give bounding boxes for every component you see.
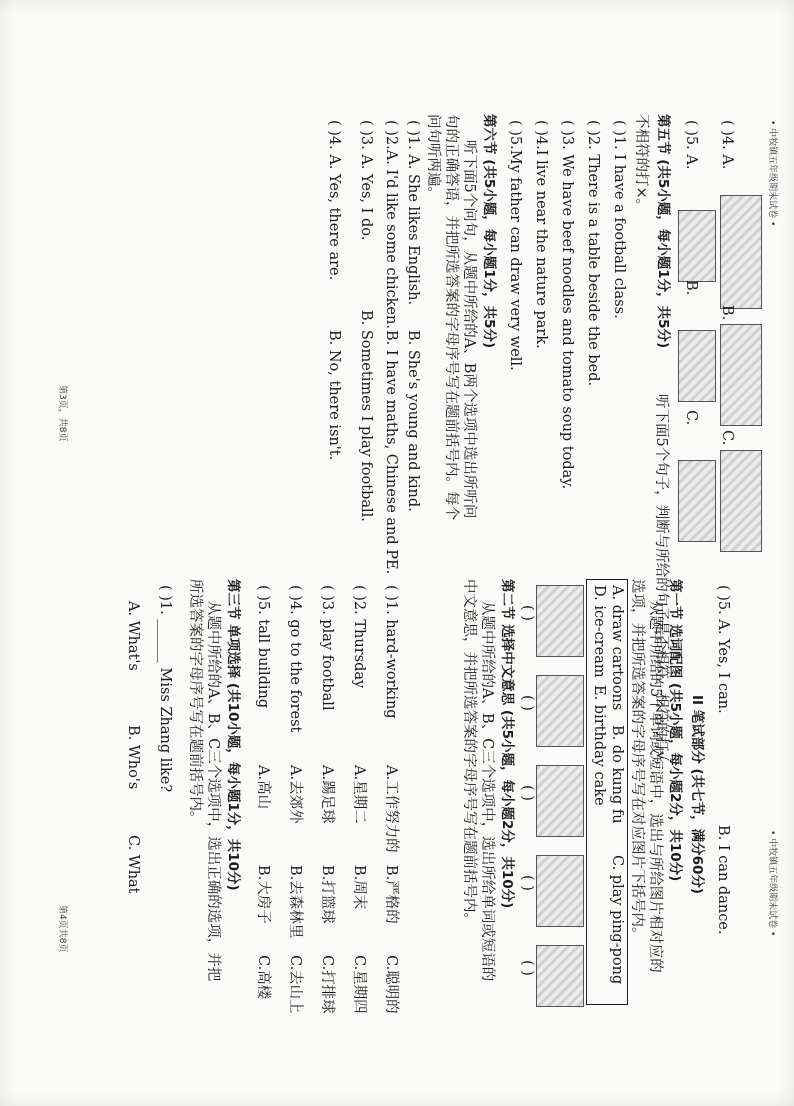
picture-3 [536,765,584,837]
section5-item-5: ( )5.My father can draw very well. [507,120,523,371]
picture-q5-b [678,330,716,402]
r-s2-item-3-c: C.打排球 [319,955,335,1014]
r-section2-instr1: 从题中所给的A、B、C三个选项中，选出所给单词或短语的 [479,601,495,982]
section6-instr3: 问句听两遍。 [425,114,441,201]
picture-4 [536,855,584,927]
r-s3-q1-c: C. What [125,835,141,894]
footer-right: 第4页共8页 [57,905,67,953]
r-s2-item-1-q: ( )1. hard-working [383,585,399,719]
r-s3-q1-b: B. Who's [125,725,141,790]
r-section3-instr2: 所选答案的字母序号写在题前括号内。 [187,579,203,826]
r-section1-instr1: 从题中所给的5个单词或短语中，选出与所给图片相对应的 [647,601,663,973]
r-s3-q1-a: A. What's [125,601,141,671]
section5-instr2: 不相符的打×。 [633,114,649,214]
blank-4[interactable]: ( ) [519,875,535,891]
option-a: A. draw cartoons [609,585,625,711]
part2-title: II 笔试部分 (共七节，满分60分) [689,695,705,895]
r-s2-item-2-a: A.星期二 [351,765,367,824]
r-s2-item-1-b: B.严格的 [383,865,399,924]
header-left: • 中牧镇五年级期末试卷 • [767,120,777,227]
option-b: B. do kung fu [609,725,625,824]
section6-item-1-b: B. She's young and kind. [405,330,421,512]
r-s2-item-5-a: A.高山 [255,765,271,810]
option-e: E. birthday cake [591,685,607,806]
r-q5-b: B. I can dance. [715,825,731,935]
q5-b-label: B. [683,280,699,296]
r-s2-item-5-c: C.高楼 [255,955,271,1000]
blank-3[interactable]: ( ) [519,785,535,801]
blank-5[interactable]: ( ) [519,960,535,976]
section6-item-2-a: ( )2.A. I'd like some chicken. [383,120,399,329]
r-s3-q1: ( )1. ______ Miss Zhang like? [157,585,173,793]
q5-c-label: C. [683,410,699,426]
r-s2-item-2-b: B.周末 [351,865,367,910]
r-s2-item-3-a: A.踢足球 [319,765,335,824]
section5-item-1: ( )1. I have a football class. [611,120,627,319]
footer-left: 第3页，共8页 [57,385,67,442]
blank-2[interactable]: ( ) [519,695,535,711]
section6-item-2-b: B. I have maths, Chinese and PE. [383,330,399,575]
page-3-continued [15,100,375,632]
r-s2-item-4-c: C.去山上 [287,955,303,1014]
r-s2-item-2-q: ( )2. Thursday [351,585,367,689]
r-s2-item-4-b: B.去森林里 [287,865,303,939]
picture-q4-b [720,324,762,426]
r-s2-item-4-q: ( )4. go to the forest [287,585,303,733]
q4-b-label: B. [719,305,735,321]
section6-item-4-a: ( )4. A. Yes, there are. [326,120,342,281]
page-4 [380,565,740,1097]
picture-q5-a [678,210,716,282]
picture-q4-a [720,195,762,309]
option-d: D. ice-cream [591,585,607,678]
r-section2-instr2: 中文意思，并把所选答案的字母序号写在题前括号内。 [461,579,477,927]
r-s2-item-2-c: C.星期四 [351,955,367,1014]
blank-1[interactable]: ( ) [519,605,535,621]
r-s2-item-1-c: C.聪明的 [383,955,399,1014]
section6-instr1: 听下面5个问句，从题中所给的A、B两个选项中选出所听问 [461,140,477,519]
r-section3-title: 第三节 单项选择 (共10小题，每小题1分，共10分) [225,579,241,891]
section6-item-3-a: ( )3. A. Yes, I do. [358,120,374,241]
r-s2-item-5-b: B.大房子 [255,865,271,924]
section5-title: 第五节 (共5小题，每小题1分，共5分) [655,114,671,349]
section6-item-3-b: B. Sometimes I play football. [358,310,374,522]
section6-item-4-b: B. No, there isn't. [326,330,342,461]
picture-q4-c [720,450,762,552]
picture-2 [536,675,584,747]
q5-label: ( )5. A. [683,120,699,170]
r-section1-instr2: 选项，并把所选答案的字母序号写在对应图片下括号内。 [629,579,645,942]
r-q5-a: ( )5. A. Yes, I can. [715,585,731,714]
picture-1 [536,585,584,657]
header-right: • 中牧镇五年级期末试卷 • [767,830,777,937]
page-4-continued [40,565,400,1097]
section5-item-4: ( )4.I live near the nature park. [533,120,549,349]
section5-item-3: ( )3. We have beef noodles and tomato soup today. [559,120,575,490]
r-section2-title: 第二节 选择中文意思 (共5小题，每小题2分，共10分) [499,579,515,909]
q4-c-label: C. [719,430,735,446]
section5-instr1: 听下面5个句子，判断与所给的句子是否相符。相符的打√, [653,394,669,766]
r-s2-item-4-a: A.去郊外 [287,765,303,824]
section6-item-1-a: ( )1. A. She likes English. [405,120,421,306]
section6-title: 第六节 (共5小题，每小题1分，共5分) [481,114,497,349]
r-s2-item-3-b: B.打篮球 [319,865,335,924]
picture-q5-c [678,460,716,542]
r-s2-item-1-a: A.工作努力的 [383,765,399,853]
r-s2-item-3-q: ( )3. play football [319,585,335,711]
picture-5 [536,945,584,1007]
section6-instr2: 句的正确答语，并把所选答案的字母序号写在题前括号内。每个 [443,114,459,520]
q4-label: ( )4. A. [719,120,735,170]
option-c: C. play ping-pong [609,855,625,985]
r-s2-item-5-q: ( )5. tall building [255,585,271,709]
r-section1-title: 第一节 选词配图 (共5小题，每小题2分，共10分) [667,579,683,882]
section5-item-2: ( )2. There is a table beside the bed. [585,120,601,387]
r-section3-instr1: 从题中所给的A、B、C三个选项中，选出正确的选项，并把 [205,601,221,982]
